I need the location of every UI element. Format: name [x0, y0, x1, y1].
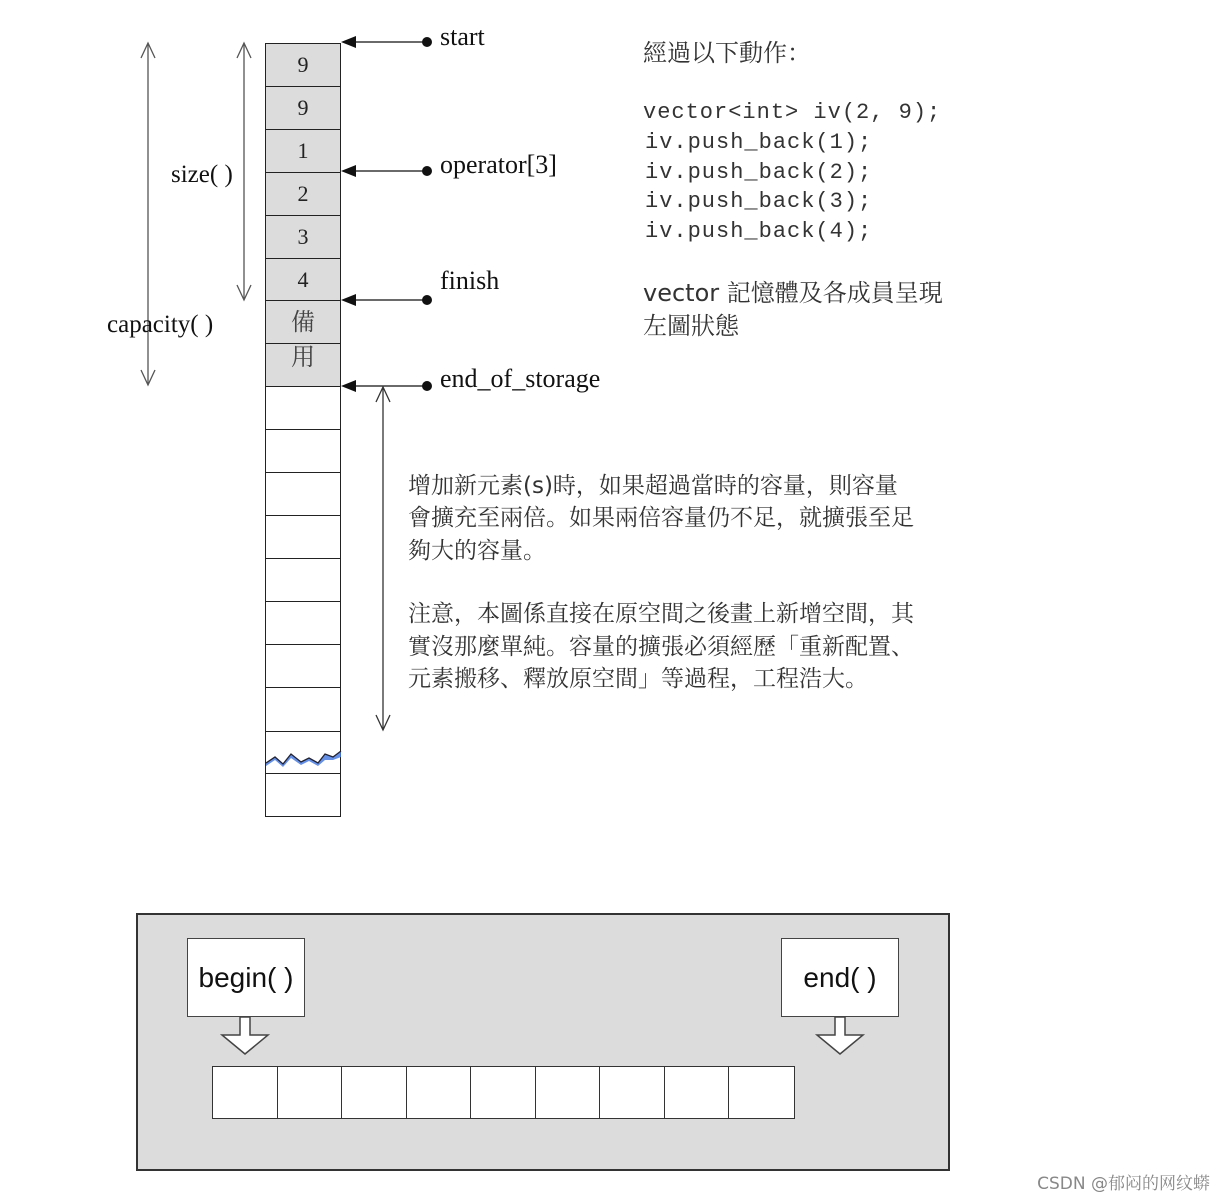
caution-note-line: 元素搬移、釋放原空間」等過程，工程浩大。	[408, 666, 868, 692]
vector-cell-4: 3	[265, 215, 341, 259]
caution-note-line: 注意，本圖係直接在原空間之後畫上新增空間，其	[408, 601, 914, 627]
operator-label: operator[3]	[440, 150, 557, 179]
array-cell	[342, 1067, 407, 1118]
end-label: end( )	[803, 961, 877, 993]
end-of-storage-pointer-arrow	[341, 380, 432, 392]
code-line-4: iv.push_back(3);	[645, 189, 873, 214]
begin-label: begin( )	[198, 961, 294, 993]
size-label: size( )	[171, 161, 233, 188]
vector-cell-3: 2	[265, 172, 341, 216]
caution-note-line: 實沒那麼單純。容量的擴張必須經歷「重新配置、	[408, 634, 914, 660]
iterator-array	[212, 1066, 795, 1119]
code-line-5: iv.push_back(4);	[645, 219, 873, 244]
array-cell	[600, 1067, 665, 1118]
growth-note-line: 增加新元素(s)時，如果超過當時的容量，則容量	[408, 473, 898, 499]
operator-pointer-arrow	[341, 165, 432, 177]
vector-cell-0: 9	[265, 43, 341, 87]
array-cell	[407, 1067, 472, 1118]
caption-line-1: vector 記憶體及各成員呈現	[643, 279, 943, 307]
array-cell	[278, 1067, 343, 1118]
code-line-3: iv.push_back(2);	[645, 160, 873, 185]
capacity-label: capacity( )	[107, 311, 214, 338]
start-pointer-arrow	[341, 36, 432, 48]
vector-cell-2: 1	[265, 129, 341, 173]
watermark: CSDN @郁闷的网纹蟒	[1037, 1174, 1210, 1194]
array-cell	[471, 1067, 536, 1118]
finish-pointer-arrow	[341, 294, 432, 306]
vector-cell-5: 4	[265, 258, 341, 301]
caption-line-2: 左圖狀態	[643, 312, 739, 340]
array-cell	[729, 1067, 794, 1118]
reserved-cell-1: 備	[265, 300, 341, 344]
description-heading: 經過以下動作：	[643, 39, 811, 67]
begin-box	[187, 938, 305, 1017]
code-line-1: vector<int> iv(2, 9);	[643, 100, 942, 125]
start-label: start	[440, 22, 485, 51]
size-arrow	[237, 43, 251, 300]
growth-note-line: 會擴充至兩倍。如果兩倍容量仍不足，就擴張至足	[408, 505, 914, 531]
array-cell	[213, 1067, 278, 1118]
growth-note-line: 夠大的容量。	[408, 538, 546, 564]
array-cell	[536, 1067, 601, 1118]
finish-label: finish	[440, 266, 500, 295]
array-cell	[665, 1067, 730, 1118]
expansion-arrow	[376, 387, 390, 730]
reserved-cell-2: 用	[265, 343, 341, 387]
code-line-2: iv.push_back(1);	[645, 130, 873, 155]
break-squiggle	[266, 751, 341, 767]
end-box	[781, 938, 899, 1017]
vector-cell-1: 9	[265, 86, 341, 130]
end-of-storage-label: end_of_storage	[440, 364, 601, 393]
